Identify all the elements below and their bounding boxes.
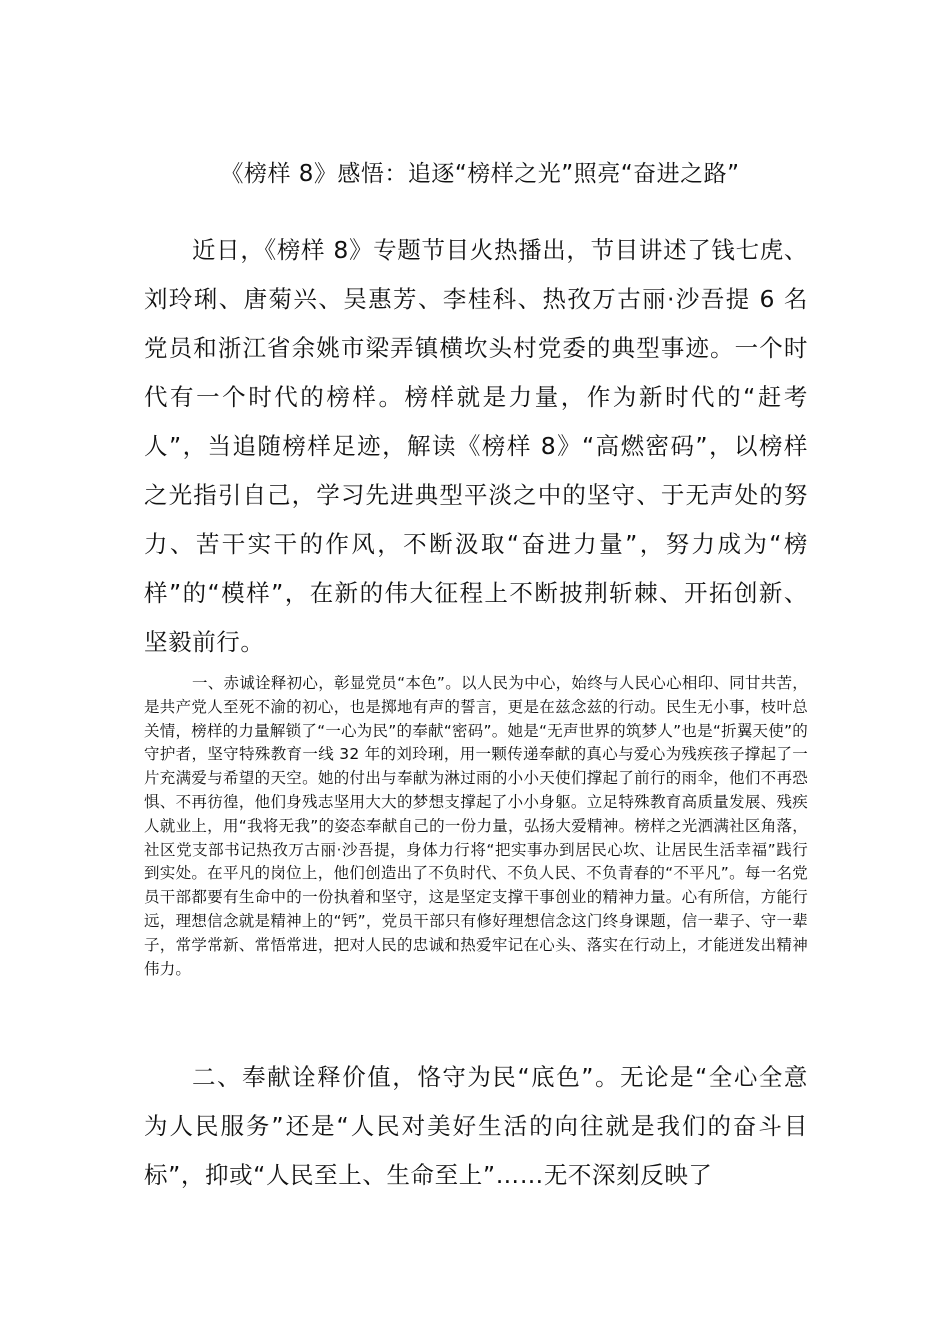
section-one-paragraph: 一、赤诚诠释初心，彰显党员“本色”。以人民为中心，始终与人民心心相印、同甘共苦，是共产党人至死不渝的初心，也是掷地有声的誓言，更是在兹念兹的行动。民生无小事，枝叶总关情，榜样的力量解锁了“一心为民”的奉献“密码”。她是“无声世界的筑梦人”也是“折翼天使”的守护者，坚守特殊教育一线 32 年的刘玲琍，用一颗传递奉献的真心与爱心为残疾孩子撑起了一片充满爱与希望的天空。她的付出与奉献为淋过雨的小小天使们撑起了前行的雨伞，他们不再恐惧、不再彷徨，他们身残志坚用大大的梦想支撑起了小小身躯。立足特殊教育高质量发展、残疾人就业上，用“我将无我”的姿态奉献自己的一份力量，弘扬大爱精神。榜样之光洒满社区角落，社区党支部书记热孜万古丽·沙吾提，身体力行将“把实事办到居民心坎、让居民生活幸福”践行到实处。在平凡的岗位上，他们创造出了不负时代、不负人民、不负青春的“不平凡”。每一名党员干部都要有生命中的一份执着和坚守，这是坚定支撑干事创业的精神力量。心有所信，方能行远，理想信念就是精神上的“钙”，党员干部只有修好理想信念这门终身课题，信一辈子、守一辈子，常学常新、常悟常进，把对人民的忠诚和热爱牢记在心头、落实在行动上，才能迸发出精神伟力。 (144, 674, 808, 978)
document-title: 《榜样 8》感悟：追逐“榜样之光”照亮“奋进之路” (220, 161, 740, 187)
intro-paragraph: 近日，《榜样 8》专题节目火热播出，节目讲述了钱七虎、刘玲琍、唐菊兴、吴惠芳、李桂科、热孜万古丽·沙吾提 6 名党员和浙江省余姚市梁弄镇横坎头村党委的典型事迹。一个时代有一个时代的榜样。榜样就是力量，作为新时代的“赶考人”，当追随榜样足迹，解读《榜样 8》“高燃密码”，以榜样之光指引自己，学习先进典型平淡之中的坚守、于无声处的努力、苦干实干的作风，不断汲取“奋进力量”，努力成为“榜样”的“模样”，在新的伟大征程上不断披荆斩棘、开拓创新、坚毅前行。 (144, 236, 808, 656)
section-two-paragraph: 二、奉献诠释价值，恪守为民“底色”。无论是“全心全意为人民服务”还是“人民对美好生活的向往就是我们的奋斗目标”，抑或“人民至上、生命至上”……无不深刻反映了 (144, 1063, 808, 1189)
